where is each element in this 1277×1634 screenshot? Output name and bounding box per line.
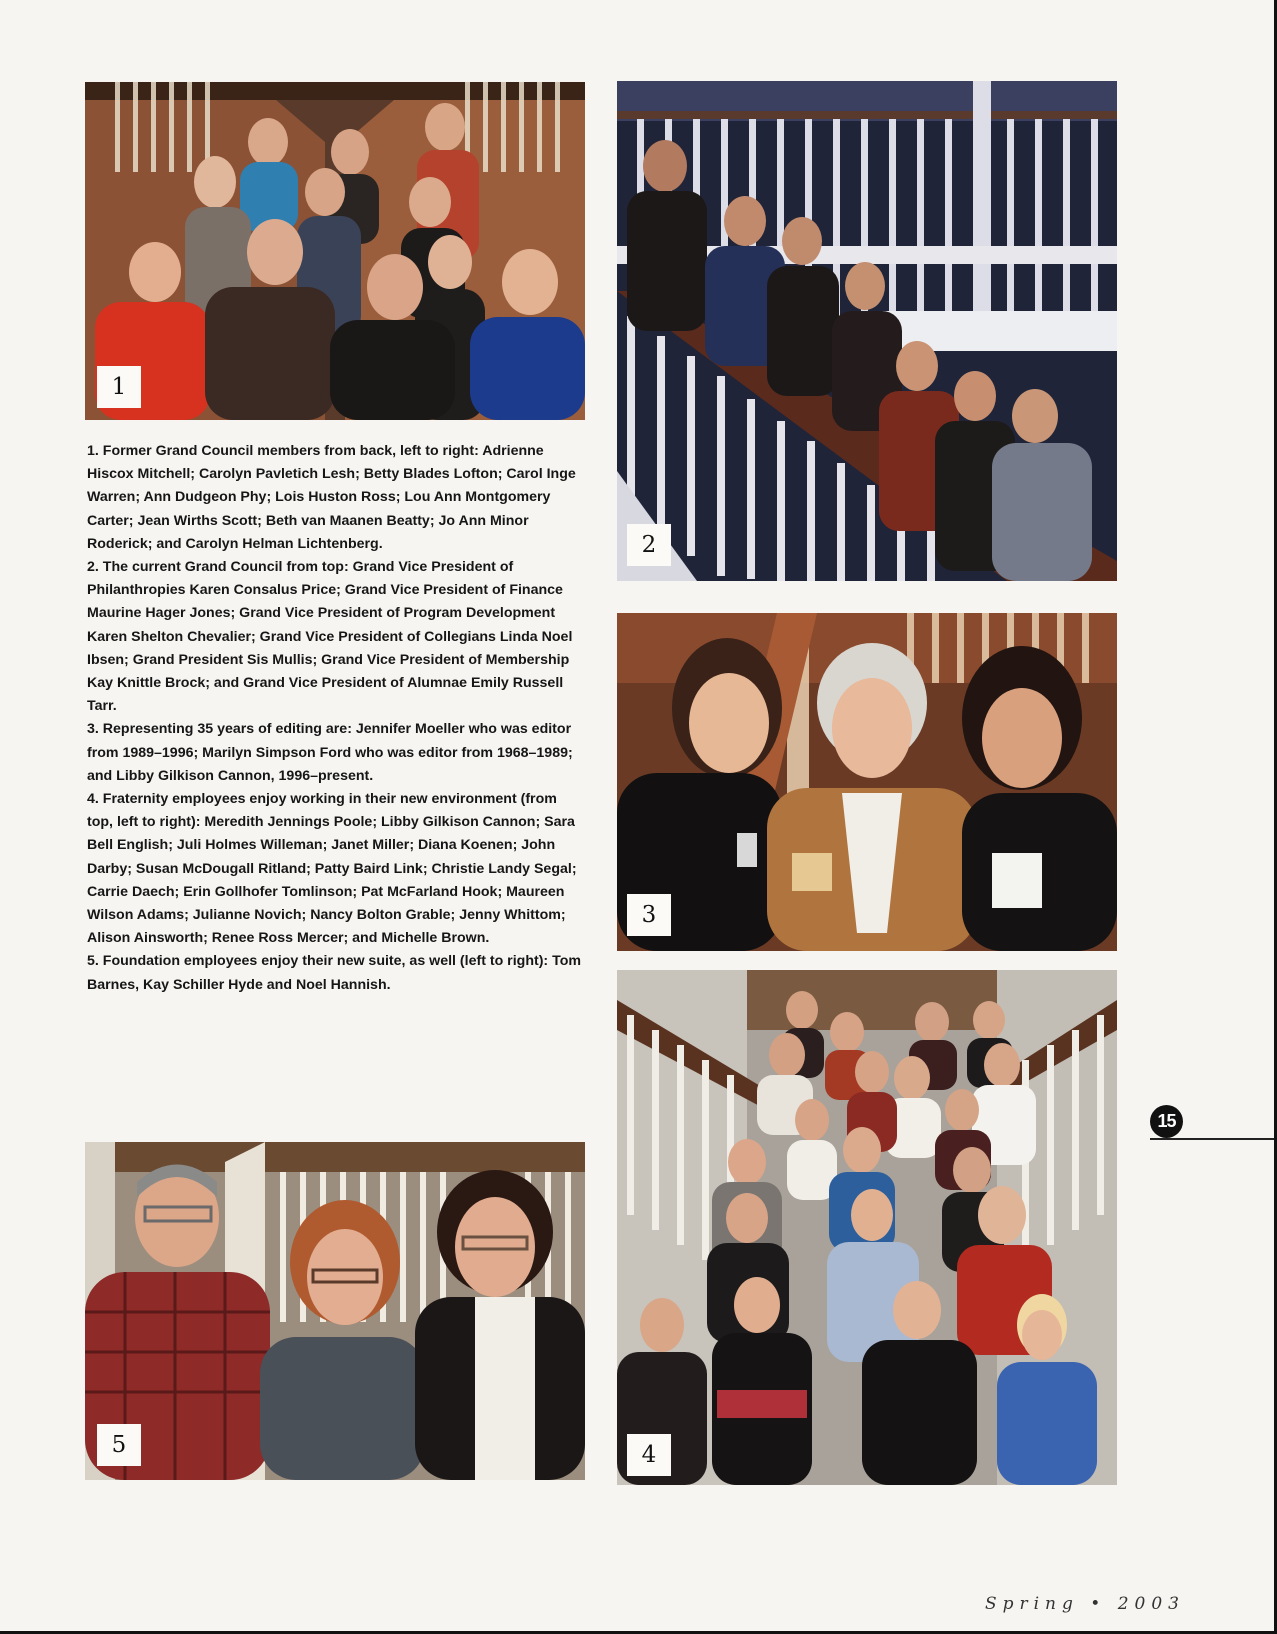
photo-number-badge: 4 bbox=[627, 1434, 671, 1476]
caption: 2. The current Grand Council from top: Grand Vice President of Philanthropies Karen Consalus Price; Grand Vice President of Finance Maurine Hager Jones; Grand Vice President of Program Development Karen Shelton Chevalier; Grand Vice President of Collegians Linda Noel Ibsen; Grand President Sis Mullis; Grand Vice President of Membership Kay Knittle Brock; and Grand Vice President of Alumnae Emily Russell Tarr. bbox=[87, 559, 573, 715]
photo-editors bbox=[617, 613, 1117, 951]
issue-footer: Spring • 2003 bbox=[984, 1594, 1185, 1614]
photo-foundation-employees bbox=[85, 1142, 585, 1480]
divider bbox=[1150, 1138, 1274, 1140]
photo-number-badge: 3 bbox=[627, 894, 671, 936]
photo-captions bbox=[87, 440, 582, 997]
photo-fraternity-employees bbox=[617, 970, 1117, 1485]
page-number: 15 bbox=[1150, 1105, 1183, 1138]
photo-number-badge: 5 bbox=[97, 1424, 141, 1466]
caption: 1. Former Grand Council members from back, left to right: Adrienne Hiscox Mitchell; Carolyn Pavletich Lesh; Betty Blades Lofton; Carol Inge Warren; Ann Dudgeon Phy; Lois Huston Ross; Lou Ann Montgomery Carter; Jean Wirths Scott; Beth van Maanen Beatty; Jo Ann Minor Roderick; and Carolyn Helman Lichtenberg. bbox=[87, 443, 576, 552]
photo-number-badge: 1 bbox=[97, 366, 141, 408]
caption: 5. Foundation employees enjoy their new suite, as well (left to right): Tom Barnes, Kay Schiller Hyde and Noel Hannish. bbox=[87, 953, 581, 993]
caption: 3. Representing 35 years of editing are: Jennifer Moeller who was editor from 1989–1996; Marilyn Simpson Ford who was editor from 1968–1989; and Libby Gilkison Cannon, 1996–present. bbox=[87, 721, 573, 784]
caption: 4. Fraternity employees enjoy working in their new environment (from top, left to right): Meredith Jennings Poole; Libby Gilkison Cannon; Sara Bell English; Juli Holmes Willeman; Janet Miller; Diana Koenen; John Darby; Susan McDougall Ritland; Patty Baird Link; Christie Landy Segal; Carrie Daech; Erin Gollhofer Tomlinson; Pat McFarland Hook; Maureen Wilson Adams; Julianne Novich; Nancy Bolton Grable; Jenny Whittom; Alison Ainsworth; Renee Ross Mercer; and Michelle Brown. bbox=[87, 791, 577, 947]
photo-former-grand-council bbox=[85, 82, 585, 420]
photo-current-grand-council bbox=[617, 81, 1117, 581]
photo-number-badge: 2 bbox=[627, 524, 671, 566]
